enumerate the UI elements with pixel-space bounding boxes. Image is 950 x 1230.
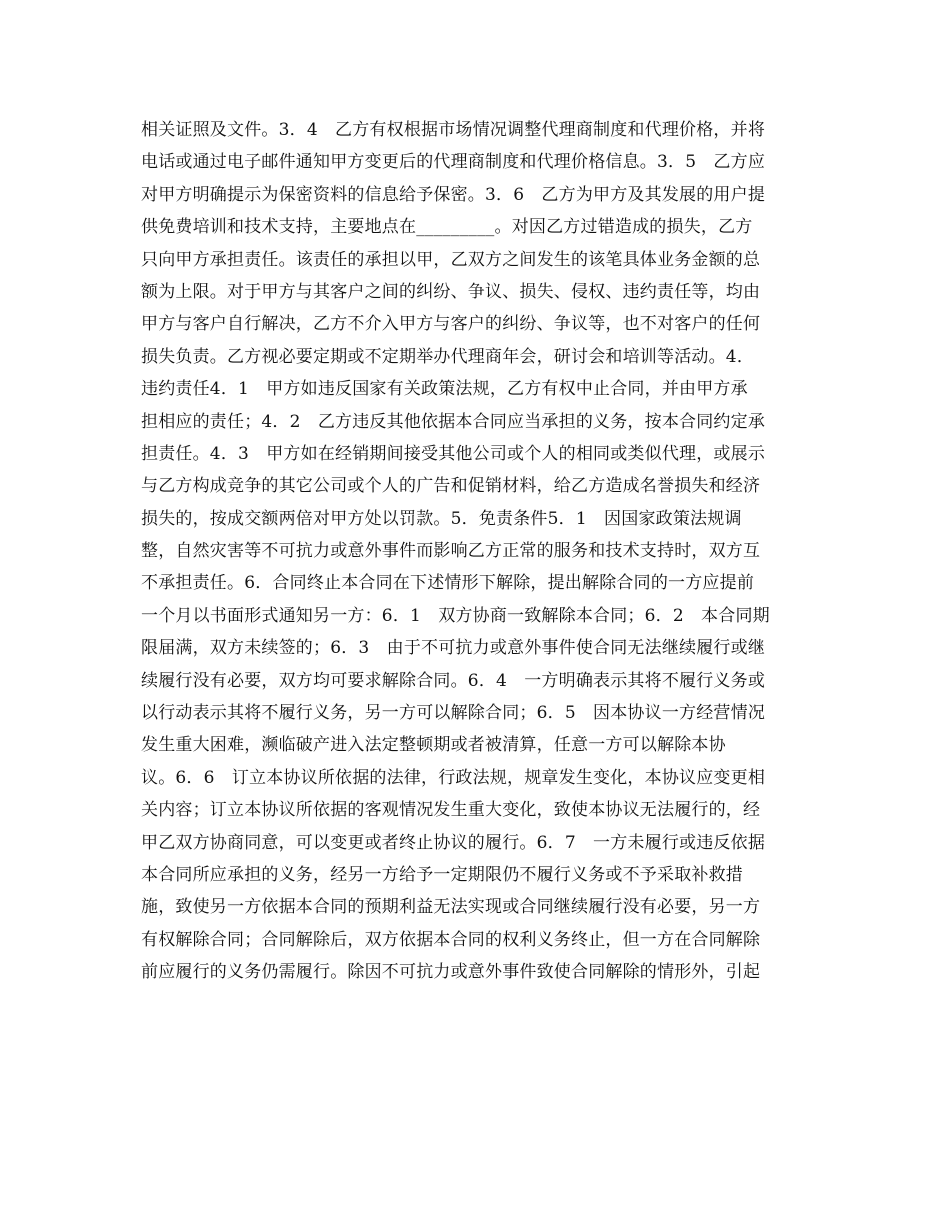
text-line: 议。6．6 订立本协议所依据的法律，行政法规，规章发生变化，本协议应变更相	[141, 767, 766, 788]
text-line: 甲方与客户自行解决，乙方不介入甲方与客户的纠纷、争议等，也不对客户的任何	[141, 314, 761, 335]
text-line: 本合同所应承担的义务，经另一方给予一定期限仍不履行义务或不予采取补救措	[141, 864, 743, 885]
text-line: 担责任。4．3 甲方如在经销期间接受其他公司或个人的相同或类似代理，或展示	[141, 443, 766, 464]
text-line: 与乙方构成竞争的其它公司或个人的广告和促销材料，给乙方造成名誉损失和经济	[141, 476, 761, 497]
text-line: 续履行没有必要，双方均可要求解除合同。6．4 一方明确表示其将不履行义务或	[141, 670, 766, 691]
text-line: 限届满，双方未续签的；6．3 由于不可抗力或意外事件使合同无法继续履行或继	[141, 638, 766, 659]
text-line: 不承担责任。6．合同终止本合同在下述情形下解除，提出解除合同的一方应提前	[141, 573, 755, 594]
text-line: 一个月以书面形式通知另一方：6．1 双方协商一致解除本合同；6．2 本合同期	[141, 605, 770, 626]
text-line: 额为上限。对于甲方与其客户之间的纠纷、争议、损失、侵权、违约责任等，均由	[141, 281, 761, 302]
text-line: 供免费培训和技术支持，主要地点在_________。对因乙方过错造成的损失，乙方	[141, 217, 753, 238]
text-line: 损失的，按成交额两倍对甲方处以罚款。5．免责条件5．1 因国家政策法规调	[141, 508, 742, 529]
text-line: 甲乙双方协商同意，可以变更或者终止协议的履行。6．7 一方未履行或违反依据	[141, 832, 766, 853]
text-line: 损失负责。乙方视必要定期或不定期举办代理商年会，研讨会和培训等活动。4．	[141, 346, 755, 367]
text-line: 以行动表示其将不履行义务，另一方可以解除合同；6．5 因本协议一方经营情况	[141, 703, 766, 724]
text-line: 电话或通过电子邮件通知甲方变更后的代理商制度和代理价格信息。3．5 乙方应	[141, 152, 766, 173]
text-line: 对甲方明确提示为保密资料的信息给予保密。3．6 乙方为甲方及其发展的用户提	[141, 184, 766, 205]
text-line: 相关证照及文件。3．4 乙方有权根据市场情况调整代理商制度和代理价格，并将	[141, 120, 766, 140]
text-line: 违约责任4．1 甲方如违反国家有关政策法规，乙方有权中止合同，并由甲方承	[141, 379, 748, 400]
text-line: 施，致使另一方依据本合同的预期利益无法实现或合同继续履行没有必要，另一方	[141, 897, 761, 918]
text-line: 有权解除合同；合同解除后，双方依据本合同的权利义务终止，但一方在合同解除	[141, 929, 761, 950]
text-line: 只向甲方承担责任。该责任的承担以甲，乙双方之间发生的该笔具体业务金额的总	[141, 249, 761, 270]
contract-body-text	[141, 114, 821, 989]
text-line: 前应履行的义务仍需履行。除因不可抗力或意外事件致使合同解除的情形外，引起	[141, 962, 761, 983]
text-line: 关内容；订立本协议所依据的客观情况发生重大变化，致使本协议无法履行的，经	[141, 800, 761, 821]
text-line: 整，自然灾害等不可抗力或意外事件而影响乙方正常的服务和技术支持时，双方互	[141, 541, 761, 562]
text-line: 发生重大困难，濒临破产进入法定整顿期或者被清算，任意一方可以解除本协	[141, 735, 726, 756]
text-line: 担相应的责任；4．2 乙方违反其他依据本合同应当承担的义务，按本合同约定承	[141, 411, 766, 432]
